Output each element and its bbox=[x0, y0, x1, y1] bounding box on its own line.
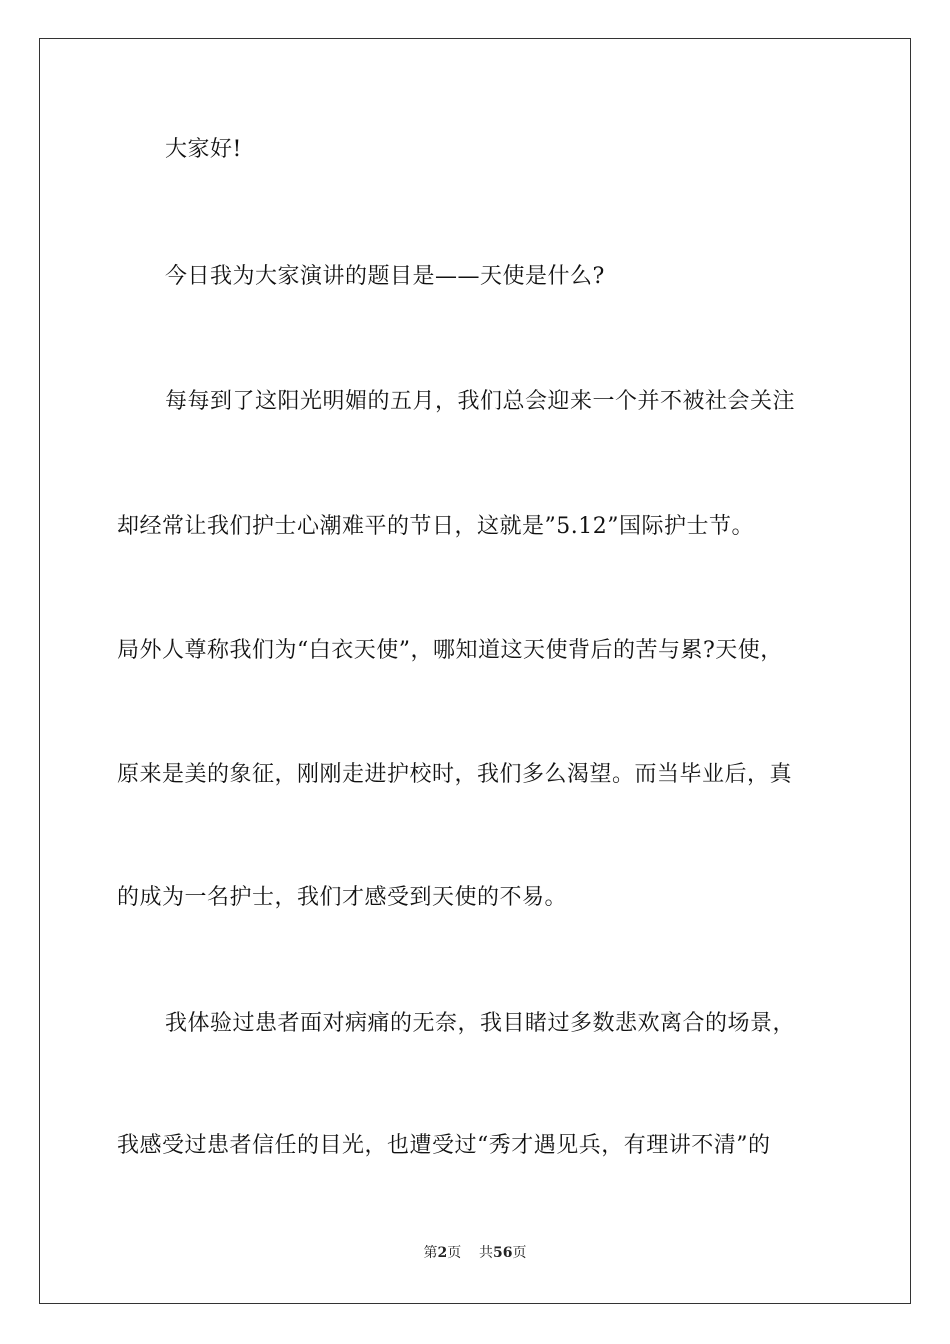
paragraph-4-line-2: 我感受过患者信任的目光，也遭受过“秀才遇见兵，有理讲不清”的 bbox=[117, 1133, 771, 1158]
total-pages: 56 bbox=[493, 1245, 513, 1261]
paragraph-4-line-1: 我体验过患者面对病痛的无奈，我目睹过多数悲欢离合的场景， bbox=[165, 1011, 796, 1036]
greeting-line: 大家好! bbox=[165, 137, 242, 162]
page-border bbox=[39, 38, 911, 1304]
paragraph-3-line-2: 却经常让我们护士心潮难平的节日，这就是”5.12”国际护士节。 bbox=[117, 514, 754, 539]
page-prefix: 第 bbox=[423, 1245, 438, 1261]
paragraph-3-line-3: 局外人尊称我们为“白衣天使”，哪知道这天使背后的苦与累?天使， bbox=[117, 638, 783, 663]
paragraph-3-line-4: 原来是美的象征，刚刚走进护校时，我们多么渴望。而当毕业后，真 bbox=[117, 762, 793, 787]
total-suffix: 页 bbox=[512, 1245, 527, 1261]
page-suffix: 页 bbox=[447, 1245, 462, 1261]
paragraph-3-line-5: 的成为一名护士，我们才感受到天使的不易。 bbox=[117, 885, 568, 910]
page-footer bbox=[0, 1243, 950, 1263]
total-prefix: 共 bbox=[479, 1245, 494, 1261]
paragraph-3-line-1: 每每到了这阳光明媚的五月，我们总会迎来一个并不被社会关注 bbox=[165, 389, 796, 414]
topic-line: 今日我为大家演讲的题目是——天使是什么? bbox=[165, 264, 605, 289]
page-number: 2 bbox=[437, 1245, 448, 1261]
